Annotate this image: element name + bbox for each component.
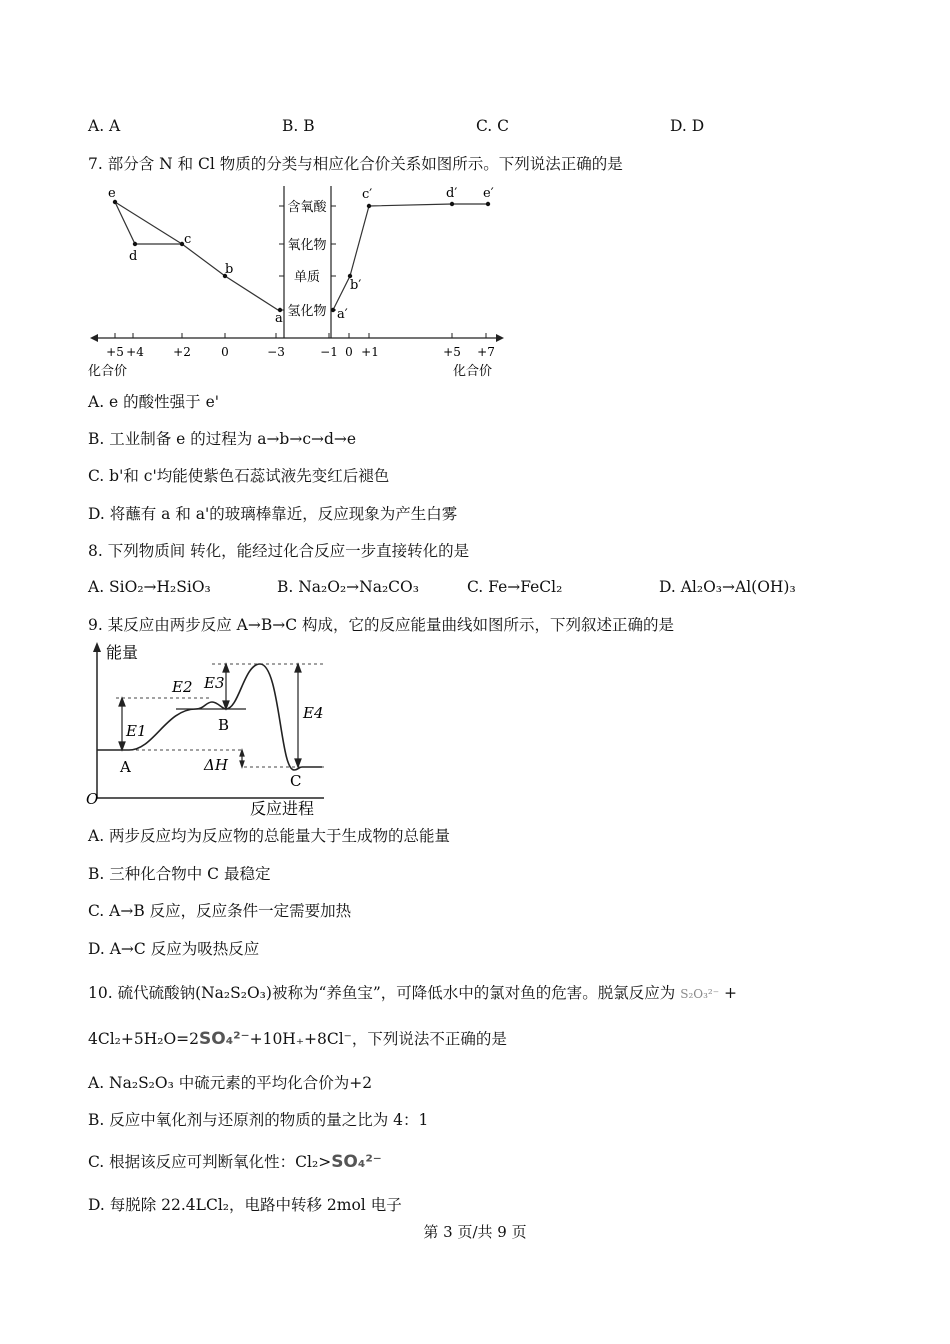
q7-tick-right: +1 <box>361 345 379 359</box>
q7-option-a[interactable]: A. e 的酸性强于 e' <box>88 393 220 411</box>
q7-label-b: b <box>225 262 234 277</box>
q7-cat-oxide: 氧化物 <box>287 238 327 253</box>
q10-ion-so4: SO₄²⁻ <box>199 1029 250 1049</box>
q7-tick-left: +2 <box>173 345 191 359</box>
q9-label-e4: E4 <box>303 704 324 722</box>
q7-label-d-prime: d′ <box>446 186 458 201</box>
page-footer: 第 3 页/共 9 页 <box>423 1223 527 1241</box>
q7-point-c-prime <box>367 204 371 208</box>
q7-label-e-prime: e′ <box>483 186 494 201</box>
q7-left-curve <box>115 202 278 310</box>
q9-label-e1: E1 <box>126 722 147 740</box>
q7-x-arrow-left <box>90 334 98 342</box>
q7-tick-right: 0 <box>345 345 353 359</box>
q10-ion-s2o3: S₂O₃²⁻ <box>680 987 720 1001</box>
q6-option-b[interactable]: B. B <box>282 117 315 135</box>
q7-x-arrow-right <box>496 334 504 342</box>
q7-label-c: c <box>184 232 192 247</box>
q10-stem-part1: 10. 硫代硫酸钠(Na₂S₂O₃)被称为“养鱼宝”，可降低水中的氯对鱼的危害。脱氯反应为 <box>88 984 676 1002</box>
q9-option-c[interactable]: C. A→B 反应，反应条件一定需要加热 <box>88 902 352 920</box>
q7-cat-element: 单质 <box>293 270 321 285</box>
q8-stem: 8. 下列物质间 转化，能经过化合反应一步直接转化的是 <box>88 542 470 560</box>
q9-label-e3: E3 <box>204 674 225 692</box>
q9-label-e2: E2 <box>172 678 193 696</box>
q10-option-d[interactable]: D. 每脱除 22.4LCl₂，电路中转移 2mol 电子 <box>88 1196 402 1214</box>
q7-stem: 7. 部分含 N 和 Cl 物质的分类与相应化合价关系如图所示。下列说法正确的是 <box>88 155 623 173</box>
q7-point-a-prime <box>331 308 335 312</box>
q9-option-b[interactable]: B. 三种化合物中 C 最稳定 <box>88 865 271 883</box>
q7-tick-right: +7 <box>477 345 495 359</box>
q7-label-a-prime: a′ <box>337 307 348 322</box>
q9-label-b: B <box>218 716 230 734</box>
q7-tick-right: +5 <box>443 345 461 359</box>
q7-cat-oxyacid: 含氧酸 <box>287 200 327 215</box>
q7-right-axis-label: 化合价 <box>453 364 493 379</box>
q9-y-arrow <box>93 642 101 652</box>
q10-option-c[interactable] <box>88 1152 382 1172</box>
q9-label-c: C <box>290 772 302 790</box>
q10-option-b[interactable]: B. 反应中氧化剂与还原剂的物质的量之比为 4：1 <box>88 1111 429 1129</box>
q7-option-c[interactable]: C. b'和 c'均能使紫色石蕊试液先变红后褪色 <box>88 467 390 485</box>
q7-label-b-prime: b′ <box>350 278 362 293</box>
q7-tick-left: +5 <box>106 345 124 359</box>
q7-point-e-prime <box>486 202 490 206</box>
q10-stem-part2b: +10H₊+8Cl⁻，下列说法不正确的是 <box>249 1030 507 1048</box>
q7-left-axis-label: 化合价 <box>88 364 128 379</box>
q6-option-d[interactable]: D. D <box>670 117 705 135</box>
q10-option-c-ion: SO₄²⁻ <box>331 1152 382 1172</box>
q6-option-c[interactable]: C. C <box>476 117 510 135</box>
q7-tick-left: +4 <box>126 345 144 359</box>
q10-option-a[interactable]: A. Na₂S₂O₃ 中硫元素的平均化合价为+2 <box>88 1074 373 1092</box>
q7-option-b[interactable]: B. 工业制备 e 的过程为 a→b→c→d→e <box>88 430 357 448</box>
q7-option-d[interactable]: D. 将蘸有 a 和 a'的玻璃棒靠近，反应现象为产生白雾 <box>88 505 458 523</box>
q7-label-d: d <box>129 249 138 264</box>
q10-option-c-text: C. 根据该反应可判断氧化性：Cl₂> <box>88 1153 332 1171</box>
q9-y-label: 能量 <box>106 643 139 662</box>
q10-stem-line2 <box>88 1029 507 1049</box>
q8-option-b[interactable]: B. Na₂O₂→Na₂CO₃ <box>277 578 419 596</box>
q7-right-curve <box>333 204 488 310</box>
q6-option-a[interactable]: A. A <box>88 117 121 135</box>
q7-figure <box>86 182 506 382</box>
q9-label-dh: ΔH <box>204 756 228 774</box>
q9-option-a[interactable]: A. 两步反应均为反应物的总能量大于生成物的总能量 <box>88 827 451 845</box>
q7-label-e: e <box>108 186 116 201</box>
q7-label-c-prime: c′ <box>362 187 373 202</box>
q7-tick-left: −3 <box>267 345 285 359</box>
q10-stem-line1 <box>88 983 737 1004</box>
q9-stem: 9. 某反应由两步反应 A→B→C 构成，它的反应能量曲线如图所示，下列叙述正确的是 <box>88 616 674 634</box>
q7-point-d-prime <box>450 202 454 206</box>
q7-tick-left: 0 <box>221 345 229 359</box>
q9-figure <box>84 640 334 820</box>
q8-option-a[interactable]: A. SiO₂→H₂SiO₃ <box>88 578 211 596</box>
q7-point-d <box>133 242 137 246</box>
q7-tick-right: −1 <box>320 345 338 359</box>
q9-origin: O <box>86 790 99 808</box>
q10-stem-part2a: 4Cl₂+5H₂O=2 <box>88 1030 200 1048</box>
q9-label-a: A <box>120 758 131 776</box>
q10-stem-plus: + <box>724 984 737 1002</box>
q7-label-a: a <box>275 311 283 326</box>
q8-option-c[interactable]: C. Fe→FeCl₂ <box>467 578 563 596</box>
q9-x-label: 反应进程 <box>250 799 315 818</box>
q9-option-d[interactable]: D. A→C 反应为吸热反应 <box>88 940 260 958</box>
q8-option-d[interactable]: D. Al₂O₃→Al(OH)₃ <box>659 578 796 596</box>
q7-cat-hydride: 氢化物 <box>287 304 327 319</box>
